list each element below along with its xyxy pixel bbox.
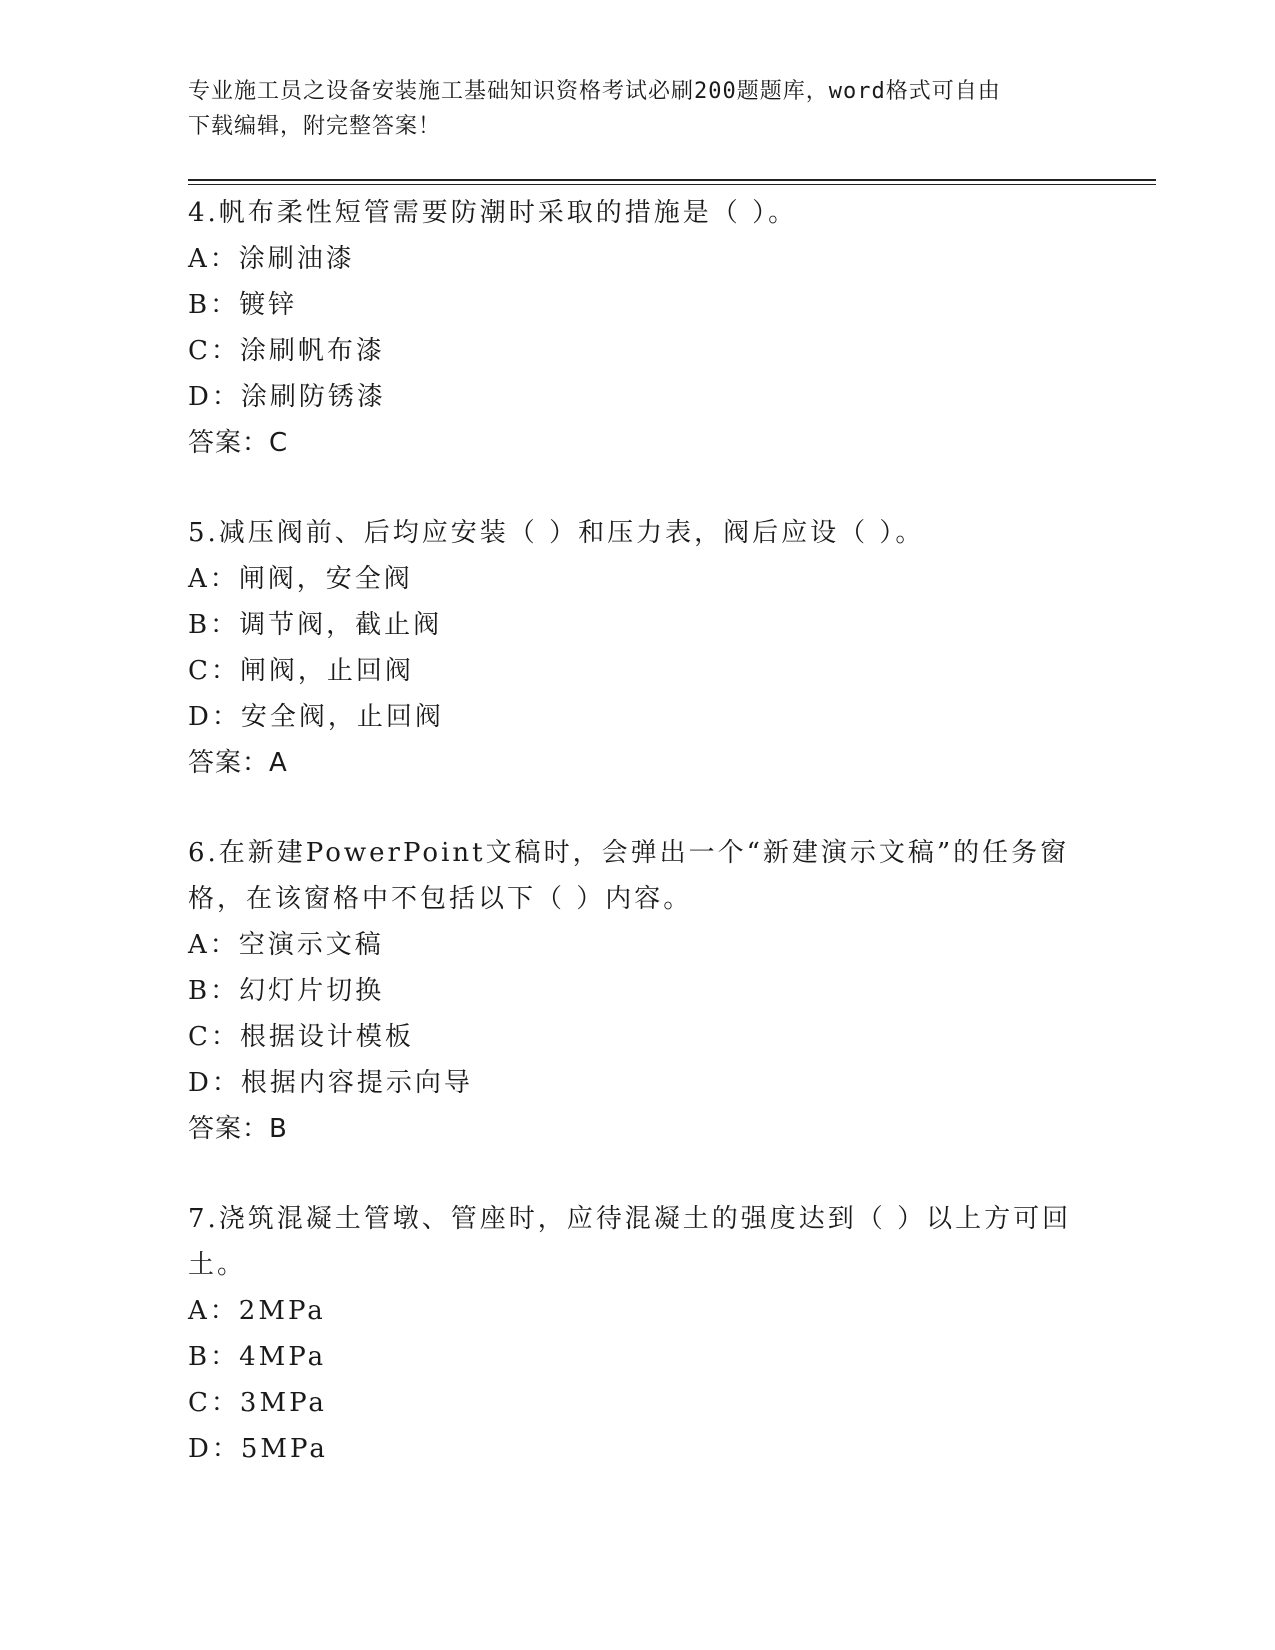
answer-line: 答案：C <box>188 428 289 458</box>
question-4 <box>188 190 1088 466</box>
question-stem-line-1: 6.在新建PowerPoint文稿时，会弹出一个“新建演示文稿”的任务窗 <box>188 838 1070 868</box>
option-c <box>188 328 1088 374</box>
question-5 <box>188 510 1088 786</box>
option-text: 闸阀，止回阀 <box>239 656 414 686</box>
option-key: A： <box>188 564 239 594</box>
option-a <box>188 556 1088 602</box>
option-key: C： <box>188 656 240 686</box>
option-b <box>188 968 1088 1014</box>
option-d <box>188 374 1088 420</box>
document-header <box>188 74 1068 144</box>
option-key: D： <box>188 382 241 412</box>
option-key: D： <box>188 1434 241 1464</box>
option-key: D： <box>188 1068 241 1098</box>
option-text: 涂刷防锈漆 <box>240 382 386 412</box>
option-key: A： <box>188 930 239 960</box>
question-stem-line-1: 7.浇筑混凝土管墩、管座时，应待混凝土的强度达到（ ）以上方可回 <box>188 1204 1072 1234</box>
option-c <box>188 648 1088 694</box>
option-d <box>188 1426 1088 1472</box>
answer-line: 答案：B <box>188 1114 288 1144</box>
question-list <box>188 190 1088 1472</box>
option-key: B： <box>188 976 240 1006</box>
option-text: 根据设计模板 <box>239 1022 414 1052</box>
option-text: 2MPa <box>238 1296 326 1326</box>
option-text: 幻灯片切换 <box>239 976 385 1006</box>
option-text: 安全阀，止回阀 <box>240 702 444 732</box>
spacer <box>188 786 1088 830</box>
option-text: 5MPa <box>240 1434 328 1464</box>
option-key: C： <box>188 1388 240 1418</box>
option-text: 空演示文稿 <box>238 930 384 960</box>
option-a <box>188 1288 1088 1334</box>
option-c <box>188 1014 1088 1060</box>
option-key: A： <box>188 1296 239 1326</box>
question-7 <box>188 1196 1088 1472</box>
question-stem-line-2: 格，在该窗格中不包括以下（ ）内容。 <box>188 884 693 914</box>
option-text: 镀锌 <box>239 290 298 320</box>
option-c <box>188 1380 1088 1426</box>
option-key: D： <box>188 702 241 732</box>
option-text: 闸阀，安全阀 <box>238 564 413 594</box>
question-stem: 4.帆布柔性短管需要防潮时采取的措施是（ ）。 <box>188 198 798 228</box>
header-divider-thin <box>188 184 1156 185</box>
question-stem: 5.减压阀前、后均应安装（ ）和压力表，阀后应设（ ）。 <box>188 518 925 548</box>
spacer <box>188 1152 1088 1196</box>
option-a <box>188 236 1088 282</box>
header-line-2: 下载编辑，附完整答案！ <box>188 114 442 139</box>
option-text: 调节阀，截止阀 <box>239 610 443 640</box>
answer-line: 答案：A <box>188 748 288 778</box>
option-b <box>188 282 1088 328</box>
option-text: 涂刷油漆 <box>238 244 355 274</box>
option-text: 根据内容提示向导 <box>240 1068 473 1098</box>
option-key: C： <box>188 1022 240 1052</box>
option-text: 涂刷帆布漆 <box>239 336 385 366</box>
option-text: 3MPa <box>239 1388 327 1418</box>
header-divider-thick <box>188 179 1156 181</box>
question-6 <box>188 830 1088 1152</box>
option-b <box>188 1334 1088 1380</box>
option-a <box>188 922 1088 968</box>
option-key: A： <box>188 244 239 274</box>
option-text: 4MPa <box>239 1342 327 1372</box>
spacer <box>188 466 1088 510</box>
option-key: C： <box>188 336 240 366</box>
option-d <box>188 1060 1088 1106</box>
question-stem-line-2: 土。 <box>188 1250 247 1280</box>
header-line-1: 专业施工员之设备安装施工基础知识资格考试必刷200题题库，word格式可自由 <box>188 79 1001 104</box>
option-key: B： <box>188 290 240 320</box>
option-key: B： <box>188 1342 240 1372</box>
option-key: B： <box>188 610 240 640</box>
option-b <box>188 602 1088 648</box>
option-d <box>188 694 1088 740</box>
